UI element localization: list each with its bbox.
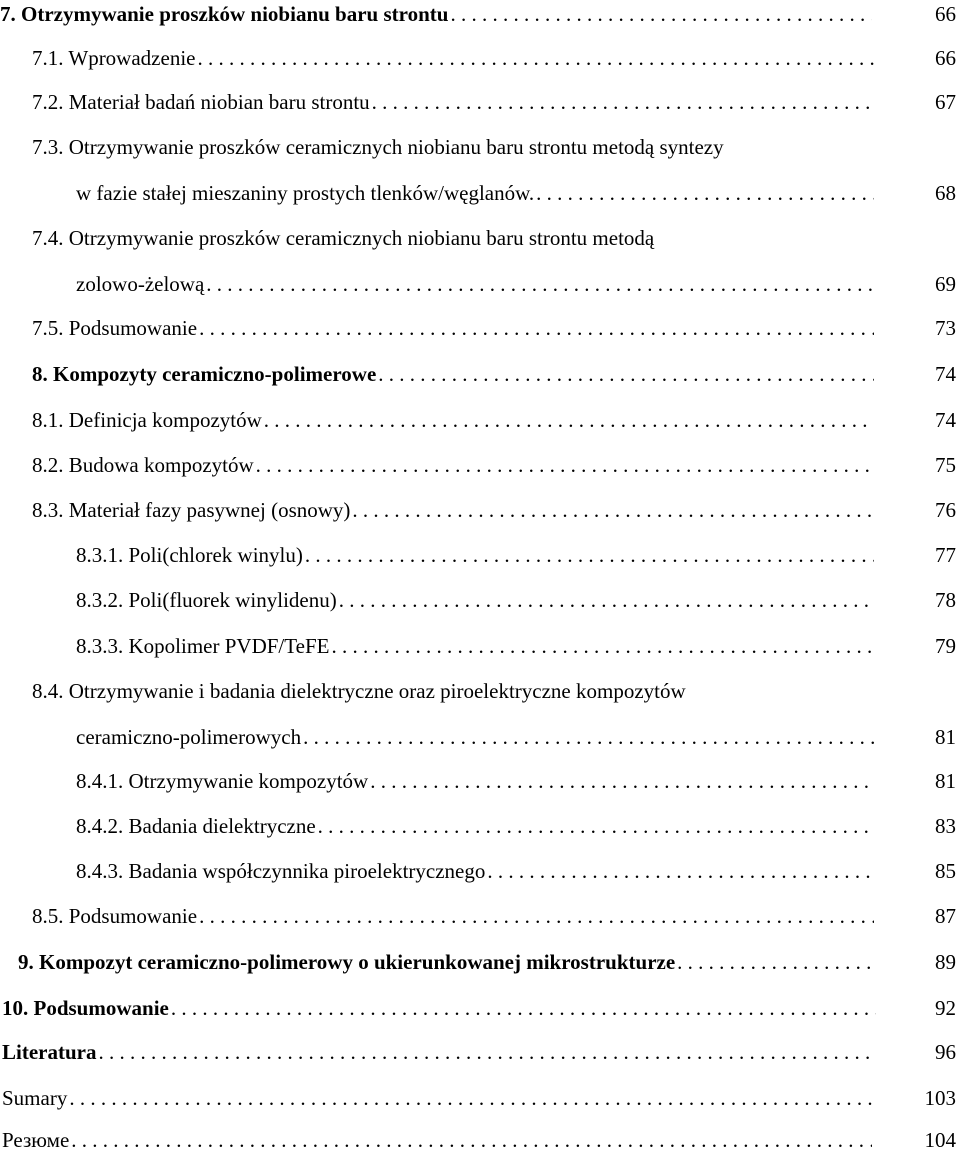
toc-entry [76,171,874,215]
toc-entry-title: 8.3.2. Poli(fluorek winylidenu) [76,588,337,612]
toc-entry [18,940,874,984]
toc-entry-title: 7.4. Otrzymywanie proszków ceramicznych niobianu baru strontu metodą [32,226,655,250]
toc-entry-title: 8.4.2. Badania dielektryczne [76,814,316,838]
toc-entry [32,306,874,350]
dot-leader [69,1076,872,1120]
toc-entry-page: 66 [935,46,956,70]
toc-entry-title: 8.3.1. Poli(chlorek winylu) [76,543,303,567]
toc-entry-page: 75 [935,453,956,477]
toc-entry-page: 92 [935,996,956,1020]
toc-entry-title: 7.1. Wprowadzenie [32,46,196,70]
toc-entry-title: 7. Otrzymywanie proszków niobianu baru strontu [0,2,449,26]
toc-entry-title: Literatura [2,1040,97,1064]
toc-entry-page: 74 [935,362,956,386]
toc-entry-title: 9. Kompozyt ceramiczno-polimerowy o ukierunkowanej mikrostrukturze [18,950,676,974]
toc-entry [32,398,874,442]
toc-entry-title: 7.2. Materiał badań niobian baru strontu [32,90,370,114]
toc-entry-page: 69 [935,272,956,296]
toc-entry-title: 8.3. Materiał fazy pasywnej (osnowy) [32,498,351,522]
toc-entry-title: 8.4.3. Badania współczynnika piroelektrycznego [76,859,486,883]
toc-entry [32,488,874,532]
toc-entry-page: 67 [935,90,956,114]
dot-leader [256,443,874,487]
toc-entry-title-continuation: zolowo-żelową [76,272,205,296]
toc-entry [76,533,874,577]
toc-entry-title: 10. Podsumowanie [2,996,169,1020]
toc-entry-page: 85 [935,859,956,883]
toc-entry-title: Sumary [2,1086,68,1110]
dot-leader [677,940,874,984]
dot-leader [305,533,874,577]
toc-entry-title: 8.3.3. Kopolimer PVDF/TeFE [76,634,330,658]
toc-entry-title: 8.2. Budowa kompozytów [32,453,254,477]
dot-leader [331,624,874,668]
toc-entry [32,352,874,396]
toc-entry-page: 77 [935,543,956,567]
toc-entry [76,624,874,668]
dot-leader [199,306,874,350]
toc-entry-page: 81 [935,769,956,793]
dot-leader [197,36,874,80]
toc-entry-page: 103 [924,1086,956,1110]
toc-entry [76,804,874,848]
dot-leader [318,804,874,848]
toc-entry-title: 7.5. Podsumowanie [32,316,198,340]
dot-leader [303,715,874,759]
toc-entry-page: 87 [935,904,956,928]
toc-entry [32,36,874,80]
toc-entry-title: 8.1. Definicja kompozytów [32,408,262,432]
toc-entry [2,1118,872,1162]
dot-leader [487,849,874,893]
toc-entry-page: 76 [935,498,956,522]
toc-entry [76,759,874,803]
toc-entry-title-continuation: w fazie stałej mieszaniny prostych tlenków/węglanów. [76,181,535,205]
toc-entry-title: Резюме [2,1128,70,1152]
dot-leader [264,398,874,442]
toc-entry-page: 79 [935,634,956,658]
dot-leader [71,1118,872,1162]
toc-entry-title: 8.5. Podsumowanie [32,904,198,928]
toc-entry [76,578,874,622]
toc-entry [76,262,874,306]
toc-entry [2,1030,872,1074]
toc-entry-page: 74 [935,408,956,432]
toc-entry-title: 8.4.1. Otrzymywanie kompozytów [76,769,369,793]
dot-leader [171,986,876,1030]
toc-entry-page: 81 [935,725,956,749]
toc-entry-page: 68 [935,181,956,205]
dot-leader [199,894,874,938]
toc-entry-page: 73 [935,316,956,340]
dot-leader [536,171,874,215]
toc-entry-title: 7.3. Otrzymywanie proszków ceramicznych niobianu baru strontu metodą syntezy [32,135,724,159]
dot-leader [370,759,874,803]
toc-entry-page: 104 [924,1128,956,1152]
toc-entry-page: 83 [935,814,956,838]
toc-entry [32,894,874,938]
toc-entry-title-continuation: ceramiczno-polimerowych [76,725,302,749]
dot-leader [450,0,872,36]
toc-entry-page: 78 [935,588,956,612]
toc-entry [2,986,876,1030]
toc-entry-page: 96 [935,1040,956,1064]
dot-leader [206,262,874,306]
dot-leader [339,578,874,622]
dot-leader [372,80,874,124]
toc-entry [32,80,874,124]
toc-entry [32,443,874,487]
toc-entry-title: 8. Kompozyty ceramiczno-polimerowe [32,362,377,386]
toc-entry-title: 8.4. Otrzymywanie i badania dielektryczne oraz piroelektryczne kompozytów [32,679,686,703]
dot-leader [98,1030,872,1074]
toc-entry [76,849,874,893]
toc-entry-page: 66 [935,2,956,26]
toc-entry [2,1076,872,1120]
dot-leader [352,488,874,532]
toc-entry [76,715,874,759]
dot-leader [378,352,874,396]
toc-entry [0,0,872,36]
toc-entry-page: 89 [935,950,956,974]
